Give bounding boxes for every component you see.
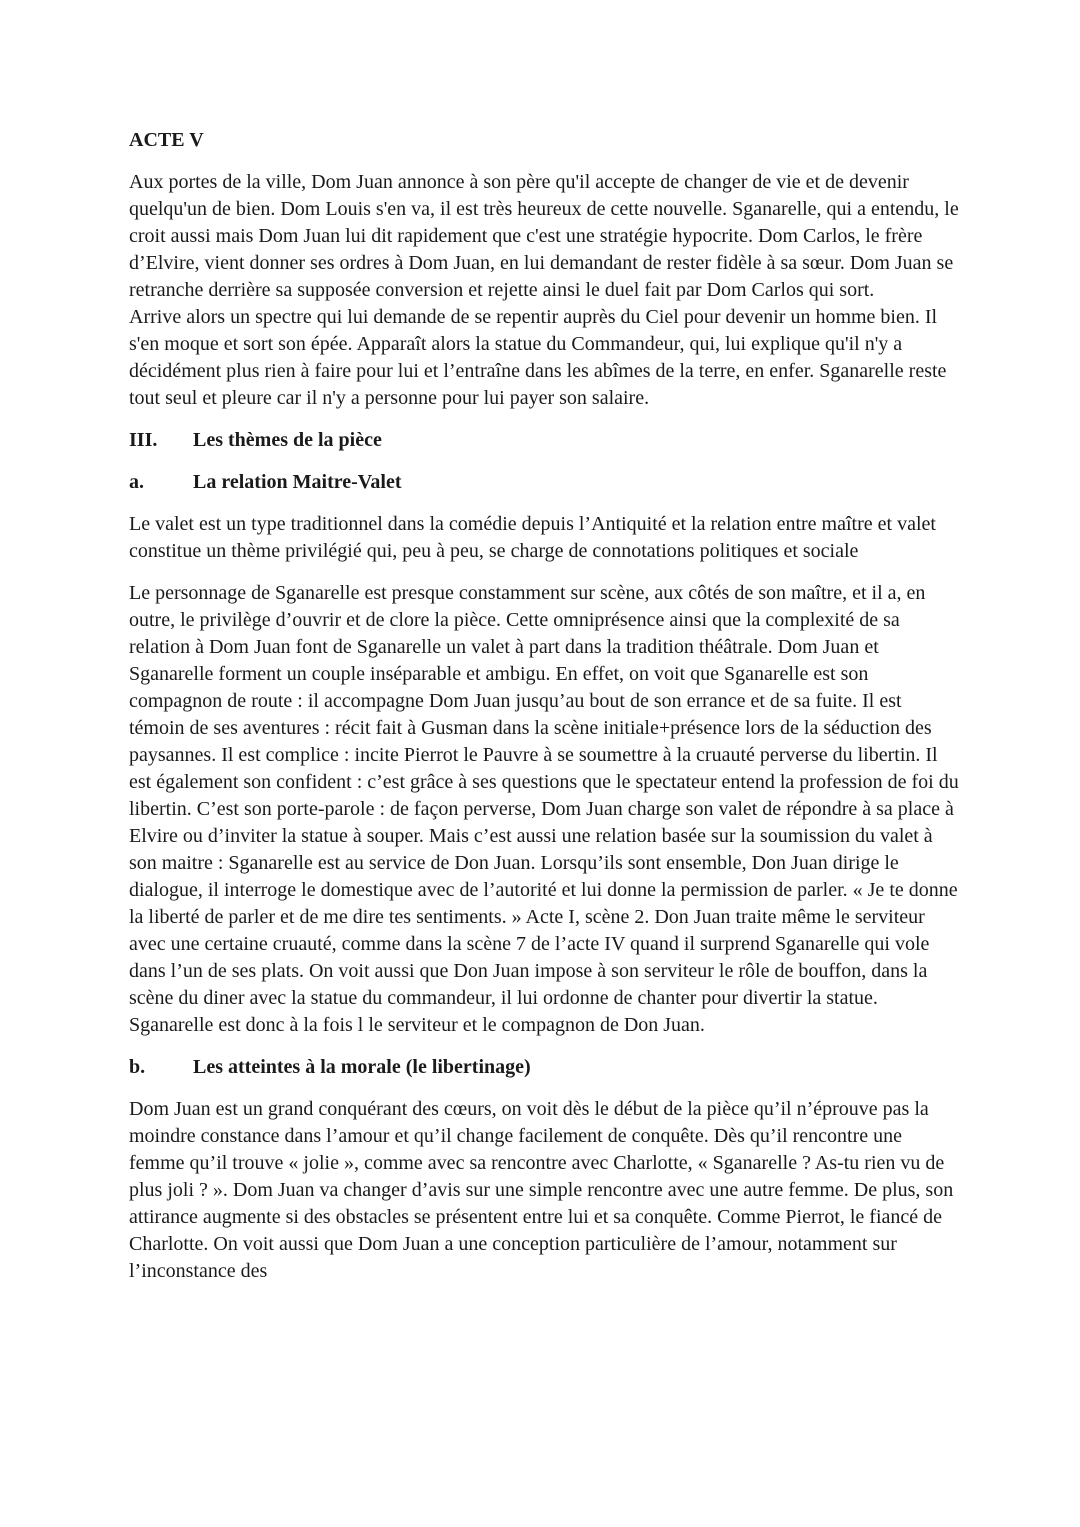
section-a-paragraph-2: Le personnage de Sganarelle est presque constamment sur scène, aux côtés de son maître, et il a, en outre, le privilège d’ouvrir et de clore la pièce. Cette omniprésence ainsi que la complexité de sa relation à Dom Juan font de Sganarelle un valet à part dans la tradition théâtrale. Dom Juan et Sganarelle forment un couple inséparable et ambigu. En effet, on voit que Sganarelle est son compagnon de route : il accompagne Dom Juan jusqu’au bout de son errance et de sa fuite. Il est témoin de ses aventures : récit fait à Gusman dans la scène initiale+présence lors de la séduction des paysannes. Il est complice : incite Pierrot le Pauvre à se soumettre à la cruauté perverse du libertin. Il est également son confident : c’est grâce à ses questions que le spectateur entend la profession de foi du libertin. C’est son porte-parole : de façon perverse, Dom Juan charge son valet de répondre à sa place à Elvire ou d’inviter la statue à souper. Mais c’est aussi une relation basée sur la soumission du valet à son maitre : Sganarelle est au service de Don Juan. Lorsqu’ils sont ensemble, Don Juan dirige le dialogue, il interroge le domestique avec de l’autorité et lui donne la permission de parler. « Je te donne la liberté de parler et de me dire tes sentiments. » Acte I, scène 2. Don Juan traite même le serviteur avec une certaine cruauté, comme dans la scène 7 de l’acte IV quand il surprend Sganarelle qui vole dans l’un de ses plats. On voit aussi que Don Juan impose à son serviteur le rôle de bouffon, dans la scène du diner avec la statue du commandeur, il lui ordonne de chanter pour divertir la statue. Sganarelle est donc à la fois l le serviteur et le compagnon de Don Juan. xyxy=(129,582,959,1036)
section-number: III. xyxy=(129,429,158,451)
document-page xyxy=(129,127,961,1285)
act-paragraph-1: Aux portes de la ville, Dom Juan annonce à son père qu'il accepte de changer de vie et de devenir quelqu'un de bien. Dom Louis s'en va, il est très heureux de cette nouvelle. Sganarelle, qui a entendu, le croit aussi mais Dom Juan lui dit rapidement que c'est une stratégie hypocrite. Dom Carlos, le frère d’Elvire, vient donner ses ordres à Dom Juan, en lui demandant de rester fidèle à sa sœur. Dom Juan se retranche derrière sa supposée conversion et rejette ainsi le duel fait par Dom Carlos qui sort. xyxy=(129,171,959,301)
act-paragraph-2: Arrive alors un spectre qui lui demande de se repentir auprès du Ciel pour devenir un homme bien. Il s'en moque et sort son épée. Apparaît alors la statue du Commandeur, qui, lui explique qu'il n'y a décidément plus rien à faire pour lui et l’entraîne dans les abîmes de la terre, en enfer. Sganarelle reste tout seul et pleure car il n'y a personne pour lui payer son salaire. xyxy=(129,306,947,409)
section-heading-3 xyxy=(129,427,961,454)
section-a-paragraph-1: Le valet est un type traditionnel dans la comédie depuis l’Antiquité et la relation entre maître et valet constitue un thème privilégié qui, peu à peu, se charge de connotations politiques et sociale xyxy=(129,513,936,562)
subsection-title: La relation Maitre-Valet xyxy=(193,471,402,493)
section-b-paragraph-1: Dom Juan est un grand conquérant des cœurs, on voit dès le début de la pièce qu’il n’éprouve pas la moindre constance dans l’amour et qu’il change facilement de conquête. Dès qu’il rencontre une femme qu’il trouve « jolie », comme avec sa rencontre avec Charlotte, « Sganarelle ? As-tu rien vu de plus joli ? ». Dom Juan va changer d’avis sur une simple rencontre avec une autre femme. De plus, son attirance augmente si des obstacles se présentent entre lui et sa conquête. Comme Pierrot, le fiancé de Charlotte. On voit aussi que Dom Juan a une conception particulière de l’amour, notamment sur l’inconstance des xyxy=(129,1098,954,1282)
subsection-number: a. xyxy=(129,471,144,493)
subsection-heading-a xyxy=(129,469,961,496)
act-title: ACTE V xyxy=(129,129,204,151)
subsection-heading-b xyxy=(129,1054,961,1081)
section-title: Les thèmes de la pièce xyxy=(193,429,382,451)
subsection-number: b. xyxy=(129,1056,146,1078)
subsection-title: Les atteintes à la morale (le libertinage) xyxy=(193,1056,531,1078)
